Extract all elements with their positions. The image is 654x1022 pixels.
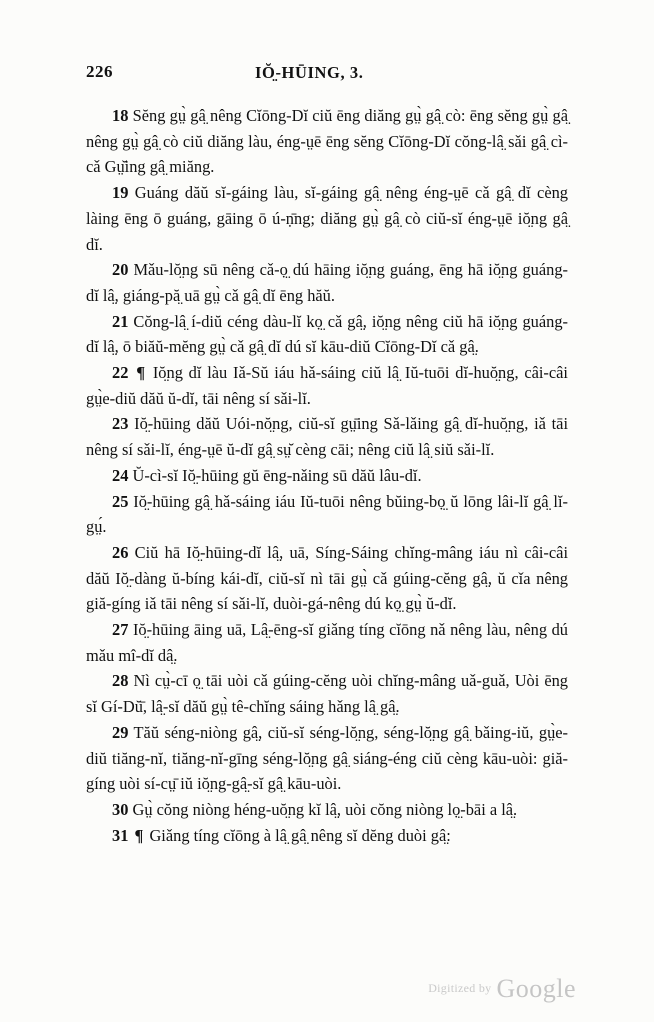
page-number: 226 — [86, 62, 113, 81]
verse-paragraph — [86, 797, 568, 823]
running-head: IŎ̤-HŪING, 3. — [255, 63, 364, 82]
verse-number: 22 — [112, 363, 129, 383]
verse-text: Iŏ̤-hūing āing uā, Lâ̤-ēng-sĭ giǎng tíng cĭōng nǎ nêng làu, nêng dú mǎu mî-dĭ dâ̤. — [86, 620, 568, 665]
verse-text: Iŏ̤-hūing dăŭ Uói-nŏ̤ng, ciŭ-sĭ gṳ̄ing Sǎ-lǎing gâ̤ dĭ-huŏ̤ng, iǎ tāi nêng sí sǎi-lĭ, éng-ṳē ŭ-dĭ gâ̤ sṳ̆ cèng cāi; nêng ciŭ lâ̤ siŭ sǎi-lĭ. — [86, 414, 568, 460]
verse-number: 27 — [112, 620, 129, 640]
verse-number: 31 — [112, 825, 129, 845]
verse-number: 21 — [112, 311, 129, 331]
verse-number: 18 — [112, 106, 129, 125]
verse-paragraph — [86, 720, 568, 797]
verse-text: Cŏng-lâ̤ í-diŭ céng dàu-lĭ kọ̤ cǎ gâ̤, iŏ̤ng nêng ciŭ hā iŏ̤ng guáng-dĭ lâ̤, ō biăŭ-mĕng gṳ̀ cǎ gâ̤ dĭ dú sĭ kāu-diŭ Cĭōng-Dĭ cǎ gâ̤. — [86, 311, 569, 357]
pilcrow-mark: ¶ — [134, 825, 144, 845]
verse-paragraph — [86, 668, 568, 719]
verse-paragraph — [86, 617, 568, 668]
page-body — [86, 103, 568, 848]
verse-number: 26 — [112, 542, 129, 562]
verse-number: 25 — [112, 491, 129, 511]
verse-number: 24 — [112, 465, 129, 485]
watermark-prefix: Digitized by — [428, 981, 492, 995]
page-header — [0, 62, 654, 86]
verse-paragraph — [86, 309, 568, 360]
verse-paragraph — [86, 463, 568, 489]
digitization-watermark — [428, 974, 576, 1004]
verse-text: Ŭ-cì-sĭ Iŏ̤-hūing gŭ ēng-nǎing sū dăŭ lâu-dĭ. — [132, 465, 422, 485]
verse-paragraph — [86, 257, 568, 308]
verse-paragraph — [86, 823, 568, 849]
verse-text: Gṳ̀ cŏng niòng héng-uŏ̤ng kĭ lâ̤, uòi cŏng niòng lọ̤-bāi a lâ̤. — [132, 799, 518, 819]
verse-text: Mǎu-lŏ̤ng sū nêng cǎ-ọ̤ dú hāing iŏ̤ng guáng, ēng hā iŏ̤ng guáng-dĭ lâ̤, giáng-pă̤ uā gṳ̀ cǎ gâ̤ dĭ ēng hăŭ. — [86, 260, 568, 305]
verse-number: 28 — [112, 671, 129, 691]
verse-paragraph — [86, 411, 568, 462]
verse-text: Nì cṳ̀-cī ọ̤ tāi uòi cǎ gúing-cĕng uòi chĭng-mâng uǎ-guǎ, Uòi ēng sĭ Gí-Dŭ̄, lâ̤-sĭ dăŭ gṳ̀ tê-chĭng sáing hǎng lâ̤ gâ̤. — [86, 671, 568, 717]
verse-text: Iŏ̤ng dĭ làu Iǎ-Sŭ iáu hǎ-sáing ciŭ lâ̤ Iŭ-tuōi dĭ-huŏ̤ng, câi-câi gṳ̀e-diŭ dăŭ ŭ-dĭ, tāi nêng sí sǎi-lĭ. — [86, 363, 568, 408]
verse-text: Ciŭ hā Iŏ̤-hūing-dĭ lâ̤, uā, Síng-Sáing chĭng-mâng iáu nì câi-câi dăŭ Iŏ̤-dàng ŭ-bíng kái-dĭ, ciŭ-sĭ nì tāi gṳ̀ cǎ gúing-cĕng gâ̤, ŭ cǐa nêng giă-gíng iǎ tāi nêng sí sǎi-lĭ, duòi-gá-nêng dú kọ̤ gṳ̀ ŭ-dĭ. — [86, 542, 568, 614]
verse-paragraph — [86, 540, 568, 617]
verse-text: Guáng dăŭ sĭ-gáing làu, sĭ-gáing gâ̤ nêng éng-ṳē cǎ gâ̤ dĭ cèng làing ēng ō guáng, gāing ō ú-ṇ̄ng; diăng gṳ̀ gâ̤ cò ciŭ-sĭ éng-ṳē iŏ̤ng gâ̤ dĭ. — [86, 183, 568, 254]
verse-paragraph — [86, 489, 568, 540]
verse-text: Giǎng tíng cĭōng à lâ̤ gâ̤ nêng sĭ dĕng duòi gâ̤: — [149, 825, 451, 845]
verse-text: Sĕng gṳ̀ gâ̤ nêng Cĭōng-Dĭ ciŭ ēng diăng gṳ̀ gâ̤ cò: ēng sĕng gṳ̀ gâ̤ nêng gṳ̀ gâ̤ cò ciŭ diăng làu, éng-ṳē ēng sĕng Cĭōng-Dĭ cŏng-lâ̤ sǎi gâ̤ cì-cǎ Gṳ̆ing gâ̤ miăng. — [86, 106, 568, 177]
watermark-brand: Google — [496, 974, 576, 1003]
verse-number: 19 — [112, 183, 129, 203]
verse-paragraph — [86, 180, 568, 257]
verse-number: 20 — [112, 260, 129, 280]
verse-number: 23 — [112, 414, 129, 434]
verse-number: 30 — [112, 799, 129, 819]
verse-paragraph — [86, 360, 568, 411]
verse-text: Tăŭ séng-niòng gâ̤, ciŭ-sĭ séng-lŏ̤ng, séng-lŏ̤ng gâ̤ bǎing-iŭ, gṳ̀e-diŭ tiăng-nĭ, tiăng-nĭ-gīng séng-lŏ̤ng gâ̤ siáng-éng ciŭ cèng kāu-uòi: giă-gíng uòi sí-cṳ̄ iŭ iŏ̤ng-gâ̤-sĭ gâ̤ kāu-uòi. — [86, 722, 568, 794]
verse-number: 29 — [112, 722, 129, 742]
pilcrow-mark: ¶ — [136, 363, 146, 383]
verse-text: Iŏ̤-hūing gâ̤ hǎ-sáing iáu Iŭ-tuōi nêng bŭing-bọ̤ ŭ lōng lâi-lĭ gâ̤ lĭ-gṳ́. — [86, 491, 568, 537]
verse-paragraph — [86, 103, 568, 180]
